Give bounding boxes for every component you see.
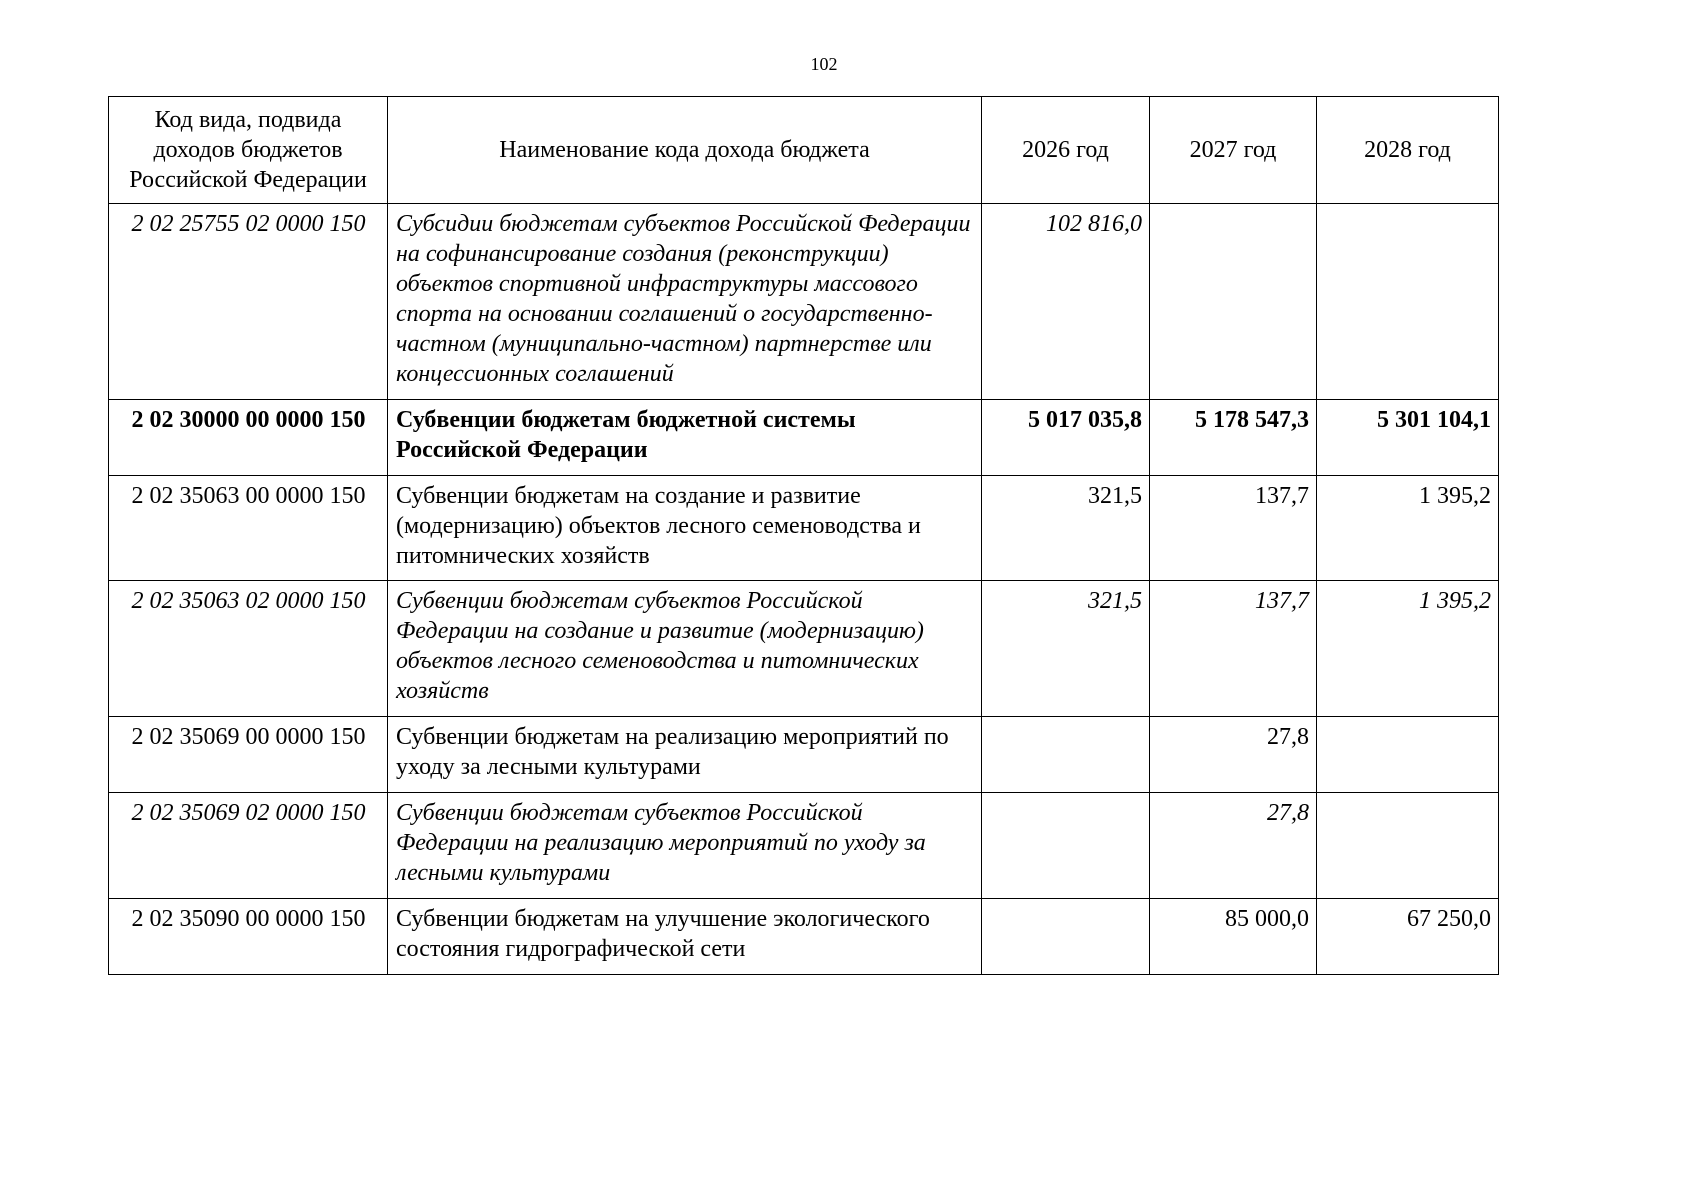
row-name: Субвенции бюджетам субъектов Российской Федерации на реализацию мероприятий по уходу за лесными культурами (388, 793, 982, 899)
header-2027: 2027 год (1150, 97, 1317, 204)
row-name: Субвенции бюджетам на улучшение экологического состояния гидрографической сети (388, 899, 982, 975)
table-row (109, 204, 1499, 400)
row-value-2028 (1317, 793, 1499, 899)
row-value-2026: 321,5 (982, 476, 1150, 581)
row-value-2027 (1150, 204, 1317, 400)
row-name: Субвенции бюджетам на создание и развитие (модернизацию) объектов лесного семеноводства и питомнических хозяйств (388, 476, 982, 581)
row-value-2027: 27,8 (1150, 717, 1317, 793)
row-value-2028 (1317, 204, 1499, 400)
table-header-row (109, 97, 1499, 204)
row-value-2027: 137,7 (1150, 476, 1317, 581)
row-name: Субвенции бюджетам бюджетной системы Российской Федерации (388, 400, 982, 476)
row-value-2027: 5 178 547,3 (1150, 400, 1317, 476)
row-value-2026: 102 816,0 (982, 204, 1150, 400)
row-name: Субсидии бюджетам субъектов Российской Федерации на софинансирование создания (реконструкции) объектов спортивной инфраструктуры массового спорта на основании соглашений о государственно-частном (муниципально-частном) партнерстве или концессионных соглашений (388, 204, 982, 400)
row-value-2027: 27,8 (1150, 793, 1317, 899)
row-value-2028 (1317, 717, 1499, 793)
header-2028: 2028 год (1317, 97, 1499, 204)
budget-revenue-table (108, 96, 1499, 975)
row-value-2028: 5 301 104,1 (1317, 400, 1499, 476)
row-value-2028: 1 395,2 (1317, 476, 1499, 581)
page-number: 102 (810, 54, 838, 74)
row-code: 2 02 35069 00 0000 150 (109, 717, 388, 793)
row-code: 2 02 35069 02 0000 150 (109, 793, 388, 899)
row-value-2026 (982, 793, 1150, 899)
row-code: 2 02 25755 02 0000 150 (109, 204, 388, 400)
row-value-2026 (982, 717, 1150, 793)
table-row (109, 581, 1499, 717)
table-row (109, 476, 1499, 581)
row-value-2028: 1 395,2 (1317, 581, 1499, 717)
header-2026: 2026 год (982, 97, 1150, 204)
header-name: Наименование кода дохода бюджета (388, 97, 982, 204)
row-value-2027: 85 000,0 (1150, 899, 1317, 975)
table-row (109, 717, 1499, 793)
row-value-2026 (982, 899, 1150, 975)
row-name: Субвенции бюджетам на реализацию мероприятий по уходу за лесными культурами (388, 717, 982, 793)
table-row (109, 793, 1499, 899)
table-row (109, 899, 1499, 975)
table-row (109, 400, 1499, 476)
row-value-2026: 321,5 (982, 581, 1150, 717)
row-code: 2 02 30000 00 0000 150 (109, 400, 388, 476)
row-code: 2 02 35063 02 0000 150 (109, 581, 388, 717)
row-value-2027: 137,7 (1150, 581, 1317, 717)
row-name: Субвенции бюджетам субъектов Российской Федерации на создание и развитие (модернизацию) объектов лесного семеноводства и питомнических хозяйств (388, 581, 982, 717)
header-code: Код вида, подвида доходов бюджетов Российской Федерации (109, 97, 388, 204)
row-code: 2 02 35090 00 0000 150 (109, 899, 388, 975)
row-value-2028: 67 250,0 (1317, 899, 1499, 975)
row-value-2026: 5 017 035,8 (982, 400, 1150, 476)
row-code: 2 02 35063 00 0000 150 (109, 476, 388, 581)
